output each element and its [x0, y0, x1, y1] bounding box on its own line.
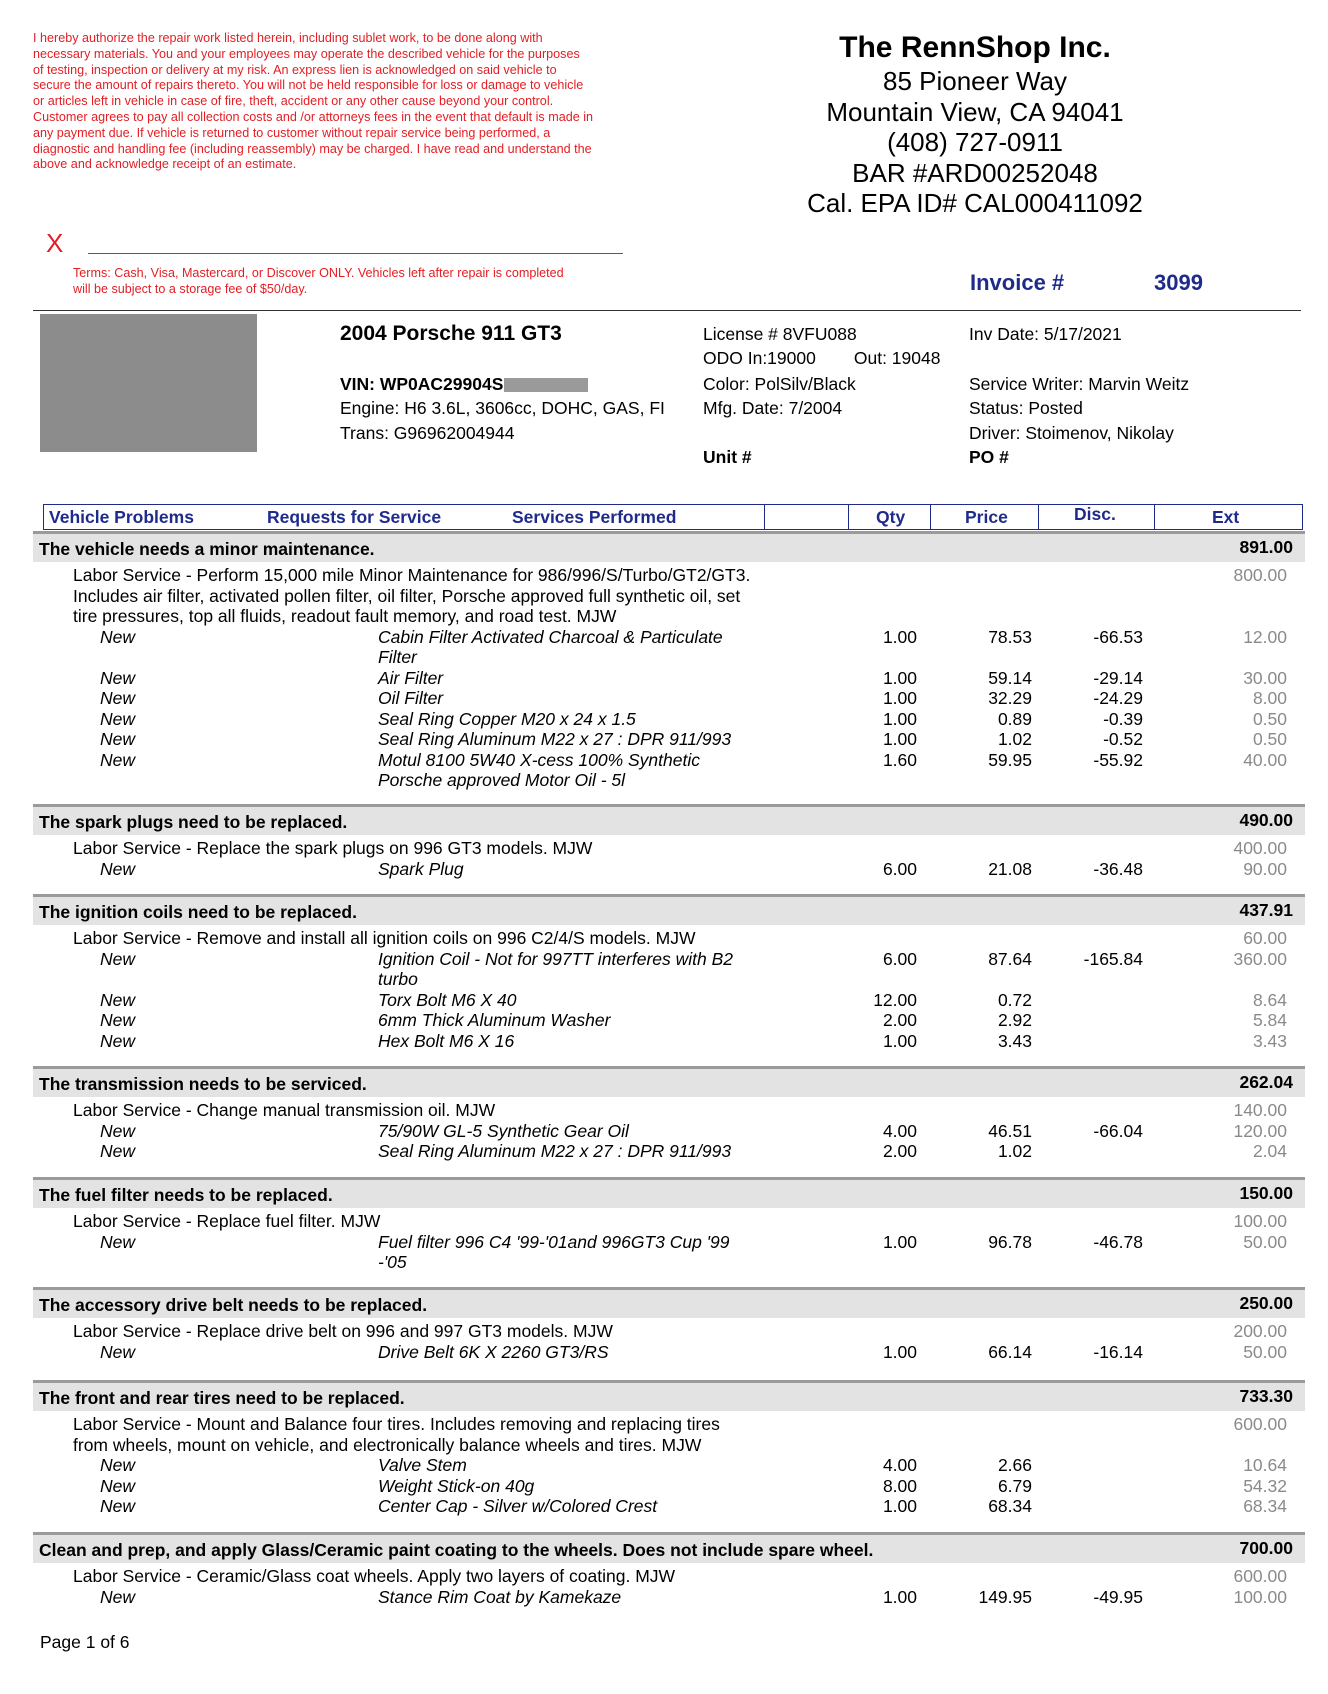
- part-line-continued: [0, 1252, 1328, 1273]
- part-status: New: [100, 1030, 136, 1051]
- section-total: 437.91: [1239, 900, 1293, 920]
- labor-ext: 100.00: [1233, 1211, 1287, 1231]
- part-ext: 120.00: [1233, 1120, 1287, 1141]
- part-qty: 1.00: [882, 688, 917, 708]
- part-discount: -46.78: [1093, 1231, 1143, 1252]
- labor-ext: 140.00: [1233, 1100, 1287, 1120]
- part-description: Drive Belt 6K X 2260 GT3/RS: [378, 1341, 609, 1362]
- header-divider: [33, 310, 1301, 311]
- part-qty: 1.00: [882, 1496, 917, 1516]
- shop-address-line2: Mountain View, CA 94041: [826, 96, 1124, 127]
- labor-ext: 60.00: [1243, 928, 1287, 948]
- part-discount: -0.39: [1103, 708, 1143, 729]
- part-price: 66.14: [988, 1341, 1032, 1362]
- section-title: The front and rear tires need to be replaced.: [39, 1388, 405, 1408]
- part-ext: 12.00: [1243, 626, 1287, 647]
- part-qty: 1.00: [882, 1586, 917, 1607]
- section-header: [33, 1066, 1305, 1097]
- part-ext: 8.00: [1252, 688, 1287, 708]
- vehicle-odometer: [703, 346, 940, 371]
- labor-line: [0, 565, 1328, 586]
- invoice-status: Status: Posted: [969, 398, 1083, 418]
- part-ext: 0.50: [1252, 729, 1287, 749]
- part-qty: 1.00: [882, 708, 917, 729]
- section-total: 891.00: [1239, 537, 1293, 557]
- part-discount: -0.52: [1103, 729, 1143, 749]
- part-ext: 54.32: [1243, 1475, 1287, 1496]
- part-qty: 8.00: [882, 1475, 917, 1496]
- section-total: 490.00: [1239, 810, 1293, 830]
- section-header: [33, 894, 1305, 925]
- part-line: [0, 627, 1328, 648]
- section-title: The fuel filter needs to be replaced.: [39, 1185, 333, 1205]
- labor-description: from wheels, mount on vehicle, and electronically balance wheels and tires. MJW: [73, 1434, 702, 1455]
- signature-mark: X: [46, 228, 64, 258]
- part-line: [0, 1121, 1328, 1142]
- labor-line: [0, 606, 1328, 627]
- part-qty: 2.00: [882, 1010, 917, 1030]
- part-status: New: [100, 1141, 136, 1161]
- invoice-label: Invoice #: [970, 270, 1065, 295]
- col-services-performed: Services Performed: [512, 507, 677, 527]
- part-description: Weight Stick-on 40g: [378, 1475, 535, 1496]
- part-line: [0, 949, 1328, 970]
- labor-description: Labor Service - Perform 15,000 mile Minor Maintenance for 986/996/S/Turbo/GT2/GT3.: [73, 565, 751, 585]
- column-divider: [1038, 505, 1039, 529]
- labor-line: [0, 928, 1328, 949]
- part-ext: 40.00: [1243, 749, 1287, 770]
- disclaimer-line: or articles left in vehicle in case of fire, theft, accident or any other cause beyond your control.: [33, 94, 554, 109]
- section-total: 150.00: [1239, 1183, 1293, 1203]
- part-status: New: [100, 1586, 136, 1607]
- part-description: Cabin Filter Activated Charcoal & Particulate: [378, 626, 723, 647]
- part-description: Spark Plug: [378, 858, 464, 879]
- part-price: 0.89: [997, 708, 1032, 729]
- part-status: New: [100, 749, 136, 770]
- part-price: 78.53: [988, 626, 1032, 647]
- part-description: Fuel filter 996 C4 '99-'01and 996GT3 Cup '99: [378, 1231, 730, 1252]
- vehicle-transmission: Trans: G96962004944: [340, 423, 515, 443]
- part-line: [0, 1141, 1328, 1162]
- part-description: Torx Bolt M6 X 40: [378, 989, 517, 1010]
- part-ext: 68.34: [1243, 1496, 1287, 1516]
- part-ext: 90.00: [1243, 858, 1287, 879]
- part-discount: -29.14: [1093, 667, 1143, 688]
- part-qty: 12.00: [873, 989, 917, 1010]
- disclaimer-line: diagnostic and handling fee (including reassembly) may be charged. I have read and understand the: [33, 141, 592, 156]
- shop-phone: (408) 727-0911: [887, 127, 1063, 157]
- invoice-date: Inv Date: 5/17/2021: [969, 324, 1122, 344]
- part-price: 1.02: [997, 1141, 1032, 1161]
- part-status: New: [100, 1341, 136, 1362]
- labor-ext: 600.00: [1233, 1566, 1287, 1586]
- part-discount: -36.48: [1093, 858, 1143, 879]
- section-total: 700.00: [1239, 1538, 1293, 1558]
- shop-epa-id: Cal. EPA ID# CAL000411092: [807, 188, 1143, 218]
- part-line: [0, 729, 1328, 750]
- part-description: Porsche approved Motor Oil - 5l: [378, 770, 626, 790]
- section-header: [33, 804, 1305, 835]
- part-price: 3.43: [997, 1030, 1032, 1051]
- part-status: New: [100, 1120, 136, 1141]
- part-qty: 6.00: [882, 948, 917, 969]
- invoice-number: 3099: [1154, 270, 1203, 295]
- disclaimer-line: I hereby authorize the repair work listed herein, including sublet work, to be done along with: [33, 31, 543, 45]
- part-ext: 100.00: [1233, 1586, 1287, 1607]
- labor-ext: 800.00: [1233, 565, 1287, 585]
- part-status: New: [100, 1496, 136, 1516]
- line-items-header: [43, 504, 1303, 530]
- labor-line: [0, 1435, 1328, 1456]
- part-ext: 360.00: [1233, 948, 1287, 969]
- part-status: New: [100, 1010, 136, 1030]
- labor-description: Labor Service - Remove and install all ignition coils on 996 C2/4/S models. MJW: [73, 928, 696, 948]
- part-ext: 10.64: [1243, 1455, 1287, 1475]
- labor-line: [0, 1414, 1328, 1435]
- part-description: Hex Bolt M6 X 16: [378, 1030, 515, 1051]
- vehicle-unit: Unit #: [703, 447, 752, 467]
- section-title: The spark plugs need to be replaced.: [39, 812, 348, 832]
- labor-description: Labor Service - Ceramic/Glass coat wheels. Apply two layers of coating. MJW: [73, 1566, 676, 1586]
- part-discount: -16.14: [1093, 1341, 1143, 1362]
- part-status: New: [100, 688, 136, 708]
- part-price: 0.72: [997, 989, 1032, 1010]
- part-status: New: [100, 948, 136, 969]
- section-header: [33, 531, 1305, 562]
- authorization-disclaimer: [33, 31, 633, 173]
- part-status: New: [100, 1231, 136, 1252]
- part-price: 21.08: [988, 858, 1032, 879]
- page-number: Page 1 of 6: [40, 1632, 130, 1652]
- vin-redaction: [504, 378, 588, 392]
- part-ext: 0.50: [1252, 708, 1287, 729]
- disclaimer-line: secure the amount of repairs thereto. You will not be held responsible for loss or damage to vehicle: [33, 78, 584, 93]
- part-price: 2.92: [997, 1010, 1032, 1030]
- section-header: [33, 1177, 1305, 1208]
- col-ext: Ext: [1212, 507, 1240, 527]
- part-description: Valve Stem: [378, 1455, 467, 1475]
- part-line: [0, 859, 1328, 880]
- section-total: 250.00: [1239, 1293, 1293, 1313]
- part-status: New: [100, 729, 136, 749]
- part-price: 46.51: [988, 1120, 1032, 1141]
- part-description: Stance Rim Coat by Kamekaze: [378, 1586, 622, 1607]
- part-description: Seal Ring Aluminum M22 x 27 : DPR 911/993: [378, 729, 732, 749]
- section-title: The accessory drive belt needs to be replaced.: [39, 1295, 428, 1315]
- vehicle-mfg-date: Mfg. Date: 7/2004: [703, 398, 843, 418]
- part-price: 2.66: [997, 1455, 1032, 1475]
- part-description: turbo: [378, 969, 418, 989]
- part-status: New: [100, 1475, 136, 1496]
- part-status: New: [100, 708, 136, 729]
- part-ext: 50.00: [1243, 1231, 1287, 1252]
- part-price: 87.64: [988, 948, 1032, 969]
- part-ext: 2.04: [1252, 1141, 1287, 1161]
- labor-description: Includes air filter, activated pollen filter, oil filter, Porsche approved full synthetic oil, set: [73, 585, 741, 606]
- po-number: PO #: [969, 447, 1009, 467]
- part-price: 6.79: [997, 1475, 1032, 1496]
- labor-description: Labor Service - Mount and Balance four tires. Includes removing and replacing tires: [73, 1414, 720, 1434]
- labor-ext: 200.00: [1233, 1321, 1287, 1341]
- labor-description: Labor Service - Change manual transmission oil. MJW: [73, 1100, 496, 1120]
- part-price: 59.14: [988, 667, 1032, 688]
- part-line: [0, 1342, 1328, 1363]
- vehicle-license: License # 8VFU088: [703, 324, 857, 344]
- part-discount: -66.53: [1093, 626, 1143, 647]
- part-status: New: [100, 667, 136, 688]
- odo-out: Out: 19048: [853, 348, 941, 368]
- labor-description: Labor Service - Replace fuel filter. MJW: [73, 1211, 381, 1231]
- part-description: Center Cap - Silver w/Colored Crest: [378, 1496, 658, 1516]
- column-divider: [930, 505, 931, 529]
- signature-line: [88, 253, 623, 254]
- part-line-continued: [0, 969, 1328, 990]
- driver-name: Driver: Stoimenov, Nikolay: [969, 423, 1174, 443]
- part-qty: 1.00: [882, 729, 917, 749]
- part-qty: 2.00: [882, 1141, 917, 1161]
- vehicle-vin: [340, 372, 588, 397]
- part-price: 32.29: [988, 688, 1032, 708]
- part-ext: 30.00: [1243, 667, 1287, 688]
- part-status: New: [100, 1455, 136, 1475]
- section-header: [33, 1532, 1305, 1563]
- part-description: Ignition Coil - Not for 997TT interferes with B2: [378, 948, 734, 969]
- labor-line: [0, 1321, 1328, 1342]
- col-price: Price: [965, 507, 1008, 527]
- part-description: Air Filter: [378, 667, 444, 688]
- part-line-continued: [0, 770, 1328, 791]
- part-line: [0, 688, 1328, 709]
- section-title: The ignition coils need to be replaced.: [39, 902, 357, 922]
- terms-line: Terms: Cash, Visa, Mastercard, or Discover ONLY. Vehicles left after repair is completed: [73, 266, 564, 280]
- part-line: [0, 1010, 1328, 1031]
- labor-line: [0, 1211, 1328, 1232]
- section-header: [33, 1287, 1305, 1318]
- shop-name: The RennShop Inc.: [839, 31, 1111, 64]
- vehicle-engine: Engine: H6 3.6L, 3606cc, DOHC, GAS, FI: [340, 398, 665, 418]
- col-requests-for-service: Requests for Service: [267, 507, 442, 527]
- part-discount: -66.04: [1093, 1120, 1143, 1141]
- part-line: [0, 1476, 1328, 1497]
- part-line: [0, 668, 1328, 689]
- labor-ext: 400.00: [1233, 838, 1287, 858]
- column-divider: [1154, 505, 1155, 529]
- labor-description: tire pressures, top all fluids, readout fault memory, and road test. MJW: [73, 606, 617, 626]
- vehicle-title: 2004 Porsche 911 GT3: [340, 322, 562, 345]
- col-vehicle-problems: Vehicle Problems: [49, 507, 194, 527]
- part-qty: 1.00: [882, 1341, 917, 1362]
- service-writer: Service Writer: Marvin Weitz: [969, 374, 1190, 394]
- col-disc: Disc.: [1074, 504, 1116, 524]
- part-description: 75/90W GL-5 Synthetic Gear Oil: [378, 1120, 629, 1141]
- payment-terms: [73, 266, 633, 297]
- part-qty: 1.00: [882, 1231, 917, 1252]
- column-divider: [764, 505, 765, 529]
- vehicle-color: Color: PolSilv/Black: [703, 374, 856, 394]
- shop-address-line1: 85 Pioneer Way: [882, 66, 1068, 96]
- part-line: [0, 709, 1328, 730]
- labor-description: Labor Service - Replace drive belt on 996 and 997 GT3 models. MJW: [73, 1321, 613, 1341]
- part-qty: 1.60: [882, 749, 917, 770]
- part-qty: 1.00: [882, 626, 917, 647]
- part-description: Motul 8100 5W40 X-cess 100% Synthetic: [378, 749, 700, 770]
- part-status: New: [100, 989, 136, 1010]
- disclaimer-line: of testing, inspection or delivery at my risk. An express lien is acknowledged on said vehicle to: [33, 62, 557, 77]
- part-line: [0, 1455, 1328, 1476]
- shop-bar-number: BAR #ARD00252048: [852, 157, 1098, 188]
- disclaimer-line: above and acknowledge receipt of an estimate.: [33, 157, 297, 172]
- section-total: 262.04: [1239, 1072, 1293, 1092]
- part-ext: 50.00: [1243, 1341, 1287, 1362]
- odo-in: ODO In:19000: [703, 348, 816, 368]
- section-title: The vehicle needs a minor maintenance.: [39, 539, 375, 559]
- part-line: [0, 750, 1328, 771]
- section-title: The transmission needs to be serviced.: [39, 1074, 367, 1094]
- part-line: [0, 1496, 1328, 1517]
- part-line-continued: [0, 647, 1328, 668]
- part-price: 149.95: [978, 1586, 1032, 1607]
- labor-line: [0, 838, 1328, 859]
- section-title: Clean and prep, and apply Glass/Ceramic paint coating to the wheels. Does not include spare wheel.: [39, 1540, 874, 1560]
- part-price: 1.02: [997, 729, 1032, 749]
- part-description: Filter: [378, 647, 417, 667]
- part-discount: -165.84: [1083, 948, 1143, 969]
- part-description: Oil Filter: [378, 688, 444, 708]
- part-qty: 1.00: [882, 667, 917, 688]
- disclaimer-line: any payment due. If vehicle is returned to customer without repair service being performed, a: [33, 125, 551, 140]
- part-line: [0, 1587, 1328, 1608]
- col-qty: Qty: [876, 507, 906, 527]
- part-line: [0, 1031, 1328, 1052]
- part-qty: 1.00: [882, 1030, 917, 1051]
- column-divider: [848, 505, 849, 529]
- part-description: 6mm Thick Aluminum Washer: [378, 1010, 611, 1030]
- labor-ext: 600.00: [1233, 1414, 1287, 1434]
- labor-line: [0, 586, 1328, 607]
- part-ext: 8.64: [1252, 989, 1287, 1010]
- part-ext: 3.43: [1252, 1030, 1287, 1051]
- part-ext: 5.84: [1252, 1010, 1287, 1030]
- part-description: Seal Ring Copper M20 x 24 x 1.5: [378, 708, 636, 729]
- part-qty: 4.00: [882, 1455, 917, 1475]
- part-price: 68.34: [988, 1496, 1032, 1516]
- labor-description: Labor Service - Replace the spark plugs on 996 GT3 models. MJW: [73, 838, 593, 858]
- part-qty: 4.00: [882, 1120, 917, 1141]
- disclaimer-line: necessary materials. You and your employees may operate the described vehicle for the purposes: [33, 46, 580, 61]
- part-discount: -55.92: [1093, 749, 1143, 770]
- part-status: New: [100, 626, 136, 647]
- shop-header: [760, 30, 1190, 219]
- part-description: Seal Ring Aluminum M22 x 27 : DPR 911/993: [378, 1141, 732, 1161]
- section-header: [33, 1380, 1305, 1411]
- part-price: 59.95: [988, 749, 1032, 770]
- part-status: New: [100, 858, 136, 879]
- vehicle-photo-redacted: [40, 314, 257, 452]
- labor-line: [0, 1566, 1328, 1587]
- vin-text: VIN: WP0AC29904S: [340, 374, 504, 394]
- part-line: [0, 990, 1328, 1011]
- part-line: [0, 1232, 1328, 1253]
- section-total: 733.30: [1239, 1386, 1293, 1406]
- part-description: -'05: [378, 1252, 407, 1272]
- part-discount: -24.29: [1093, 688, 1143, 708]
- labor-line: [0, 1100, 1328, 1121]
- terms-line: will be subject to a storage fee of $50/day.: [73, 281, 308, 296]
- part-discount: -49.95: [1093, 1586, 1143, 1607]
- disclaimer-line: Customer agrees to pay all collection costs and /or attorneys fees in the event that default is made in: [33, 109, 594, 124]
- part-price: 96.78: [988, 1231, 1032, 1252]
- part-qty: 6.00: [882, 858, 917, 879]
